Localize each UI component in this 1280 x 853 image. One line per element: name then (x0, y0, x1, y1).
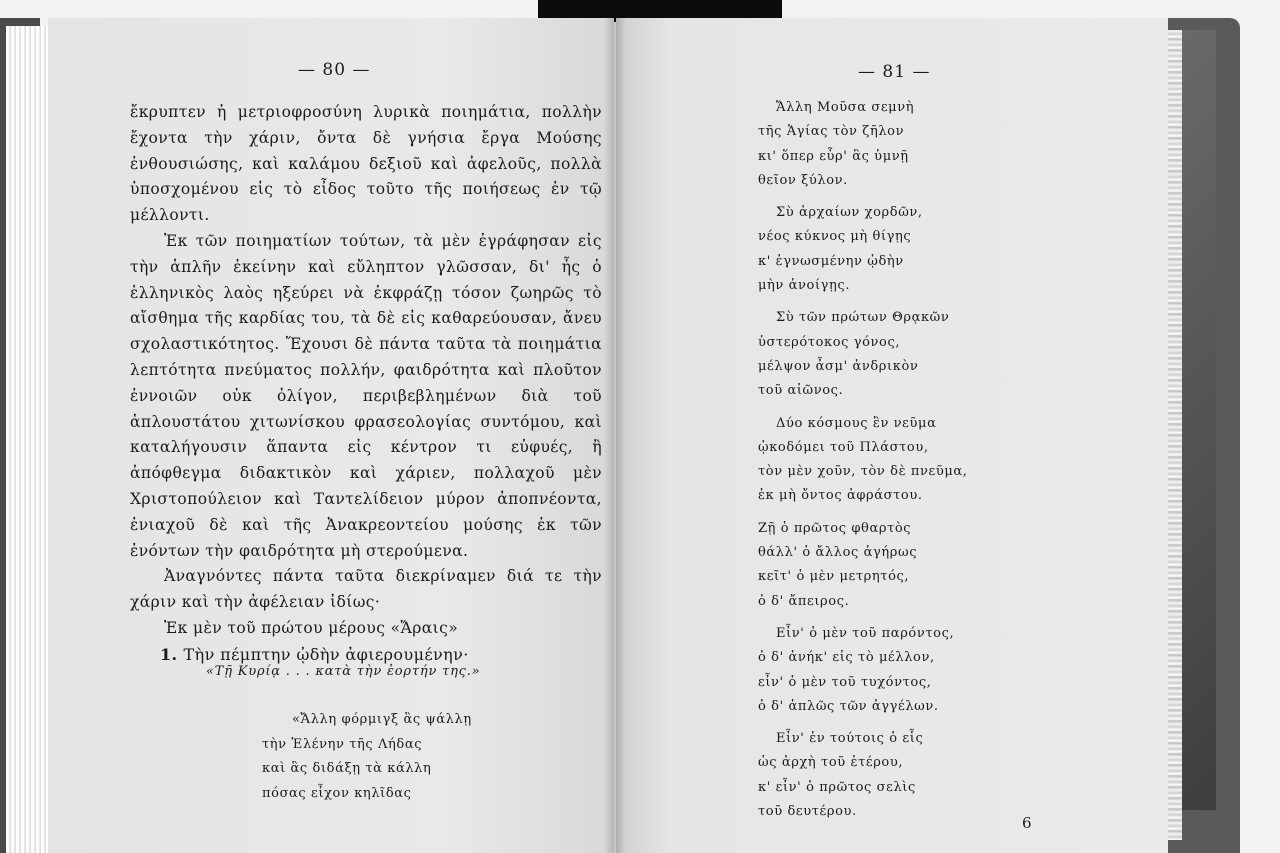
poem-line: θεῖον ξύλον. (758, 172, 848, 188)
page-edges (6, 26, 50, 853)
paragraph: ἔκρυπτεν ἡ μετριοφροσύνη λυρικὰ ποιημάτια, πολλὴν ἔχοντα τὴν χάριν, ὄντα δὲ γνήσια ἔργα Μούσης ἐνθουσιώσης, καὶ καλάμου δεξιοῦ καὶ ἀφελοῦς, πολλὰ ὑποσχομένου εἰς τὸ εἶδος τοῦτο τῆς ποιήσεως ἐν τῷ μέλλοντι. (130, 103, 602, 225)
poem-line: εἶν' ὁ μὲν τοῦ τυχόντος, (758, 674, 932, 690)
poem-line: Εἶν' ἐν τούτοις ὁ εἷς (776, 731, 924, 747)
paragraph: Ἀναγνόντες πάντα ταῦτα διεκρίναμεν διά τε τὴν χάριν καὶ τὴν ἀφέλειαν ἰδίως· (130, 567, 602, 612)
right-page (616, 18, 1168, 853)
poem-line: ᾠκοδόμει τοῦ Πλάστου, (758, 439, 929, 455)
poem-line: μὴν ἀνοίγῃς. (758, 278, 851, 294)
poem-stanza (758, 306, 968, 403)
page-edges-right (1168, 30, 1182, 840)
poem-line: κ' εἶν' ὁ πρῶτος σελὶς (758, 779, 916, 795)
poem-line: κι' ὅπερ εὗρ' ἃς ὑμνῇ (758, 148, 909, 164)
poem-line: ὡς ἀρχὴ τοῦ ἑτέρου, (758, 755, 904, 771)
poem-line: τῆς Ἁγίας τὸν ζῆλον (758, 124, 905, 140)
poem-line: Δύο κόσμους ἓν νεῦμα (776, 415, 937, 431)
item-number: 1. (160, 644, 178, 664)
poem-stanza (758, 517, 968, 614)
page-number-left: — 80 — (298, 60, 371, 80)
poem-line: καὶ ἃς διδάξῃ τὰ κάλλη (262, 761, 432, 776)
poem-line: θάλλ' ὁ ἄλλος ἀγήρως (758, 545, 918, 561)
poem-line: ὁ δ' ἁπλῶς τῶν ἀγγέλων. (758, 698, 939, 714)
poem-line: ὁ δ' ἀνήκ' εἰς τὸ μέλλον, (758, 650, 935, 666)
printer-signature: 6 (1022, 814, 1032, 832)
poem-line: τοῦ αἰῶνος. (758, 383, 844, 399)
poem-line: μέλψον ἆσμ' ἀνδρικὸν (758, 358, 919, 374)
poem-line: Σὺ ἀρχαίων χορδῶν, (776, 205, 923, 221)
poem-stanza-left (262, 708, 472, 806)
poem-stanza (758, 622, 968, 719)
poem-line: τοῦ δευτέρου. (758, 804, 857, 820)
poem-line: ὑστερότοκος γόνος, (758, 334, 901, 350)
left-body-text (130, 100, 602, 668)
section-heading: Ἐκ μὲν τοῦ πρώτου μέρους «Ἄραις» (164, 618, 459, 637)
poem-stanza (758, 96, 968, 193)
poem-line: κ' ἐγνωσμένην ᾠδὴν (758, 253, 904, 269)
poem-stanza (758, 201, 968, 298)
poem-line: «Ἄλλη φόρμιγξ ἃς ψάλλῃ (292, 712, 472, 727)
page-number-right: — 81 — (858, 62, 931, 82)
book-gutter (604, 18, 626, 853)
poem-line: ὁ δ' ἄπειρος. (758, 593, 850, 609)
poem-line: Ζῇ ὁ πρῶτος φθαρτὸς (758, 520, 912, 536)
left-page (48, 18, 614, 853)
poem-line: Ἄλλη Μοῦσα σεμνὴ (776, 100, 915, 115)
poem-line: τὴν Ἑλένην τῆς Λήδας (262, 736, 423, 752)
poem-dedication: «Τῇ Κυρίᾳ . . . κατὰ τὴν ἑορτήν της.» (206, 664, 481, 679)
poem-stanza (758, 727, 968, 824)
poem-right (758, 96, 968, 832)
poem-line: νέος κύκνος μὴ θίγῃς (758, 229, 912, 245)
paragraph: Ἐκ τῶν ποιηματίων τούτων, τὰ μὲν ἐγράφησαν εἰς τὴν ἁπλῆν ἐκείνην καὶ εὔληπτον γλῶσσαν, δι' ἧς ὁ ἑλληνικὸς λαὸς ηξεύρει νὰ ἐκφράζῃ τόσον ζωηρῶς τὸ αἴσθημα τῆς καρδίας του, τὰ δὲ εἰς καθαρεύουσαν, ἄνευ σχολαστικότητος. Ἔχουσι δὲ πάντα ταῦτα τὰ ποιημάτια λεπτότητα πνεύματος πολλήν, φαιδρότητα καὶ πλοῦτον ἐννοιῶν οὐκ ὀλίγον, περιβεβλημένων διὰ τοῦ ἁπλουστάτου χιτωνίσκου φρασεολογίας συντόμου, καὶ καταλήγουσιν ἅπαντα εἰς κέντρον τι εὐφυές, ἢ ἀπόφθεγμα διδακτικὸν καὶ χάριεν, πολλαχοῦ μὲν Χριστοπούλειον καὶ Ταντελίδειον μύρον ἀποπνέοντα, ἐνιαχοῦ δὲ καὶ τῆς Ἀνακρεοντείου μούσης ἐκ τῶν ἐνόντων τὴν φαιδρότητα μὴ στερούμενα. (130, 231, 602, 560)
poem-line: πόσας εἶχον κηλῖδας (262, 785, 412, 801)
item-text: Τὴν πέμπτην ᾠδὴν ἀφιερουμένην· (183, 644, 469, 664)
poem-line: Εἶν' ὁ μὲν τοῦ παρόντος, (776, 625, 955, 641)
poem-stanza (758, 412, 968, 509)
poem-line: κεῖτ' ὁ μὲν μετρητός, (758, 569, 910, 585)
poem-line: τὸν μὲν χοῦν, τὸν δὲ πνεῦμα, (758, 464, 968, 480)
poem-line: Σὺ τῶν πρώτων Θρᾳκῶν (776, 310, 950, 326)
poem-line: ἐκ μὴ ὄντος ἀφράστου. (758, 488, 923, 504)
